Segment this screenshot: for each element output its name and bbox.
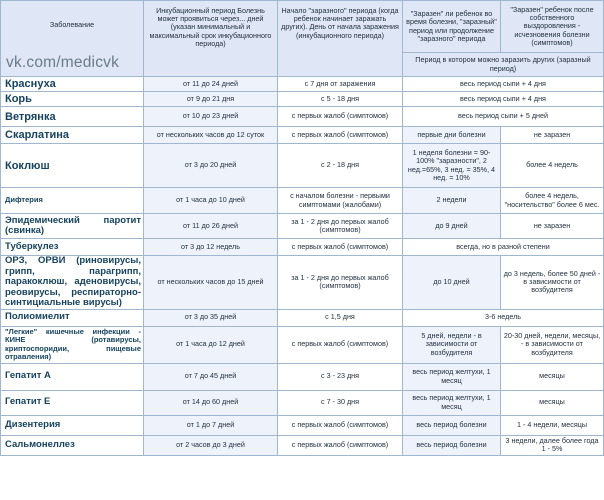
contagious-during-cell-text: до 9 дней: [435, 220, 468, 230]
contagious-span-cell: [403, 107, 604, 127]
incubation-cell-text: от нескольких часов до 15 дней: [157, 277, 264, 287]
contagious-during-cell: [403, 326, 501, 363]
disease-name: [1, 390, 144, 415]
contagious-start-cell: [278, 107, 403, 127]
contagious-after-cell: [501, 363, 604, 390]
contagious-span-cell-text: весь период сыпи + 4 дня: [460, 78, 546, 88]
incubation-cell-text: от 3 до 12 недель: [180, 241, 240, 251]
disease-name: [1, 309, 144, 326]
contagious-after-cell: [501, 188, 604, 214]
incubation-cell: [144, 214, 278, 239]
header-contagious-during-label: "Заразен" ли ребенок во время болезни, "заразный" период или продолжение "заразного" периода: [406, 9, 497, 43]
incubation-cell: [144, 239, 278, 256]
table-row: [1, 107, 604, 127]
disease-name-text: Полиомиелит: [5, 311, 70, 323]
contagious-after-cell: [501, 144, 604, 188]
contagious-during-cell: [403, 415, 501, 435]
contagious-during-cell-text: весь период желтухи, 1 месяц: [412, 367, 491, 385]
incubation-cell: [144, 92, 278, 107]
contagious-span-cell-text: весь период сыпи + 5 дней: [457, 111, 549, 121]
contagious-during-cell-text: первые дни болезни: [417, 129, 486, 139]
contagious-start-cell: [278, 435, 403, 455]
header-contagious-start-label: Начало "заразного" периода (когда ребенок начинает заражать других). День от начала заражения (инкубационного периода): [281, 6, 399, 40]
contagious-during-cell-text: весь период болезни: [416, 419, 487, 429]
disease-name-text: Дифтерия: [5, 195, 43, 205]
table-row: [1, 326, 604, 363]
table-row: [1, 214, 604, 239]
contagious-start-cell-text: с первых жалоб (симптомов): [291, 439, 389, 449]
incubation-cell: [144, 188, 278, 214]
incubation-cell-text: от 14 до 60 дней: [182, 397, 239, 407]
contagious-after-cell: [501, 390, 604, 415]
incubation-cell-text: от 9 до 21 дня: [186, 93, 235, 103]
table-row: [1, 309, 604, 326]
table-row: [1, 92, 604, 107]
contagious-during-cell: [403, 390, 501, 415]
table-row: [1, 77, 604, 92]
contagious-after-cell-text: более 4 недель, "носительство" более 6 мес.: [504, 191, 600, 209]
contagious-during-cell: [403, 188, 501, 214]
contagious-after-cell-text: 1 - 4 недели, месяцы: [516, 419, 588, 429]
table-row: [1, 363, 604, 390]
contagious-start-cell: [278, 326, 403, 363]
disease-name-text: Гепатит А: [5, 370, 51, 382]
contagious-after-cell-text: не заразен: [533, 220, 571, 230]
contagious-after-cell: [501, 127, 604, 144]
disease-name: [1, 256, 144, 310]
contagious-start-cell: [278, 309, 403, 326]
contagious-start-cell-text: с 7 дня от заражения: [304, 78, 376, 88]
disease-name: [1, 144, 144, 188]
disease-name-text: Туберкулез: [5, 240, 59, 252]
contagious-start-cell: [278, 363, 403, 390]
disease-name: [1, 214, 144, 239]
contagious-start-cell: [278, 239, 403, 256]
contagious-span-cell-text: 3-6 недель: [484, 312, 522, 322]
header-contagious-span: [403, 53, 604, 77]
contagious-after-cell-text: не заразен: [533, 129, 571, 139]
contagious-after-cell: [501, 256, 604, 310]
incubation-cell-text: от 7 до 45 дней: [184, 371, 237, 381]
incubation-cell: [144, 363, 278, 390]
header-contagious-after: [501, 1, 604, 53]
contagious-start-cell: [278, 92, 403, 107]
incubation-cell-text: от 1 часа до 12 дней: [176, 339, 245, 349]
header-incubation-label: Инкубационный период Болезнь может проявиться через... дней (указан минимальный и максимальный срок инкубационного периода): [149, 6, 272, 48]
table-row: [1, 239, 604, 256]
contagious-start-cell-text: с 1,5 дня: [325, 312, 355, 322]
contagious-start-cell-text: за 1 - 2 дня до первых жалоб (симптомов): [291, 273, 389, 291]
contagious-span-cell: [403, 309, 604, 326]
contagious-start-cell: [278, 214, 403, 239]
header-contagious-span-label: Период в котором можно заразить других (заразный период): [415, 55, 591, 73]
contagious-span-cell-text: всегда, но в разной степени: [456, 241, 550, 251]
contagious-after-cell-text: более 4 недель: [526, 160, 578, 170]
contagious-start-cell-text: с первых жалоб (симптомов): [291, 339, 389, 349]
disease-name: [1, 363, 144, 390]
contagious-start-cell-text: с первых жалоб (симптомов): [291, 129, 389, 139]
disease-name: [1, 92, 144, 107]
contagious-start-cell-text: с первых жалоб (симптомов): [291, 111, 389, 121]
contagious-after-cell-text: месяцы: [539, 371, 565, 381]
header-row: [1, 1, 604, 53]
disease-name-text: Коклюш: [5, 159, 50, 172]
header-contagious-after-label: "Заразен" ребенок после собственного выздоровления - исчезновения болезни (симптомов): [510, 4, 594, 47]
incubation-cell-text: от 1 до 7 дней: [186, 419, 235, 429]
contagious-start-cell-text: с 5 - 18 дня: [320, 93, 360, 103]
incubation-cell-text: от 11 до 26 дней: [183, 220, 238, 230]
disease-name-text: Сальмонеллез: [5, 438, 75, 450]
contagious-start-cell-text: с первых жалоб (симптомов): [291, 241, 389, 251]
incubation-cell: [144, 390, 278, 415]
disease-name: [1, 107, 144, 127]
incubation-cell-text: от 11 до 24 дней: [183, 78, 238, 88]
contagious-during-cell-text: 1 неделя болезни = 90-100% "заразности", 2 нед.=65%, 3 нед. = 35%, 4 нед. = 10%: [407, 148, 496, 182]
contagious-start-cell-text: с 7 - 30 дня: [320, 397, 360, 407]
header-contagious-start: [278, 1, 403, 77]
contagious-start-cell-text: с началом болезни - первыми симптомами (жалобами): [290, 191, 390, 209]
header-disease-label: Заболевание: [49, 20, 95, 29]
incubation-cell: [144, 309, 278, 326]
disease-name-text: Эпидемический паротит (свинка): [5, 214, 141, 236]
contagious-span-cell: [403, 239, 604, 256]
contagious-during-cell: [403, 214, 501, 239]
table-row: [1, 415, 604, 435]
contagious-during-cell: [403, 256, 501, 310]
incubation-cell: [144, 144, 278, 188]
contagious-start-cell-text: с 2 - 18 дня: [320, 160, 360, 170]
contagious-start-cell-text: за 1 - 2 дня до первых жалоб (симптомов): [291, 216, 389, 234]
contagious-start-cell: [278, 415, 403, 435]
incubation-cell-text: от 1 часа до 10 дней: [176, 195, 245, 205]
contagious-during-cell-text: весь период желтухи, 1 месяц: [412, 393, 491, 411]
header-incubation: [144, 1, 278, 77]
disease-name: [1, 435, 144, 455]
contagious-start-cell: [278, 256, 403, 310]
incubation-cell-text: от 2 часов до 3 дней: [176, 439, 245, 449]
disease-name-text: Корь: [5, 93, 32, 105]
disease-name: [1, 326, 144, 363]
disease-name-text: Гепатит Е: [5, 396, 51, 408]
contagious-after-cell: [501, 435, 604, 455]
disease-name: [1, 415, 144, 435]
incubation-cell: [144, 435, 278, 455]
contagious-during-cell-text: 2 недели: [436, 195, 467, 205]
disease-name: [1, 127, 144, 144]
table-row: [1, 127, 604, 144]
incubation-cell: [144, 127, 278, 144]
contagious-during-cell-text: до 10 дней: [433, 277, 470, 287]
contagious-start-cell-text: с 3 - 23 дня: [320, 371, 360, 381]
contagious-during-cell: [403, 435, 501, 455]
contagious-start-cell: [278, 390, 403, 415]
incubation-cell-text: от нескольких часов до 12 суток: [156, 129, 265, 139]
contagious-start-cell: [278, 144, 403, 188]
contagious-span-cell: [403, 92, 604, 107]
incubation-cell: [144, 415, 278, 435]
incubation-cell: [144, 77, 278, 92]
contagious-after-cell-text: 20-30 дней, недели, месяцы, - в зависимости от возбудителя: [503, 331, 601, 357]
disease-name: [1, 188, 144, 214]
table-row: [1, 256, 604, 310]
disease-name-text: Ветрянка: [5, 110, 56, 123]
header-contagious-during: [403, 1, 501, 53]
contagious-during-cell: [403, 144, 501, 188]
disease-name: [1, 239, 144, 256]
incubation-cell-text: от 3 до 35 дней: [184, 312, 237, 322]
watermark-text: vk.com/medicvk: [6, 54, 120, 71]
disease-name-text: Скарлатина: [5, 129, 70, 141]
contagious-during-cell: [403, 363, 501, 390]
contagious-span-cell: [403, 77, 604, 92]
contagious-span-cell-text: весь период сыпи + 4 дня: [460, 93, 546, 103]
contagious-after-cell: [501, 415, 604, 435]
table-row: [1, 188, 604, 214]
disease-name-text: "Легкие" кишечные инфекции - КИНЕ (ротавирусы, криптоспоридии, пищевые отравления): [5, 327, 141, 361]
contagious-after-cell-text: 3 недели, далее более года 1 - 5%: [505, 435, 599, 453]
incubation-cell: [144, 107, 278, 127]
contagious-after-cell: [501, 326, 604, 363]
table-row: [1, 144, 604, 188]
contagious-start-cell: [278, 188, 403, 214]
contagious-during-cell: [403, 127, 501, 144]
contagious-during-cell-text: 5 дней, недели - в зависимости от возбудителя: [421, 331, 482, 357]
incubation-cell-text: от 3 до 20 дней: [184, 160, 237, 170]
contagious-during-cell-text: весь период болезни: [416, 439, 487, 449]
disease-name: [1, 77, 144, 92]
contagious-start-cell-text: с первых жалоб (симптомов): [291, 419, 389, 429]
contagious-start-cell: [278, 77, 403, 92]
disease-name-text: Дизентерия: [5, 418, 61, 430]
table-row: [1, 435, 604, 455]
disease-name-text: ОРЗ, ОРВИ (риновирусы, грипп, парагрипп, паракоклюш, аденовирусы, реовирусы, респираторно-синтициальные вирусы): [5, 255, 141, 308]
incubation-cell: [144, 326, 278, 363]
incubation-cell: [144, 256, 278, 310]
contagious-after-cell-text: месяцы: [539, 397, 565, 407]
incubation-cell-text: от 10 до 23 дней: [182, 111, 239, 121]
contagious-after-cell-text: до 3 недель, более 50 дней - в зависимости от возбудителя: [503, 268, 601, 295]
contagious-after-cell: [501, 214, 604, 239]
contagious-start-cell: [278, 127, 403, 144]
table-row: [1, 390, 604, 415]
disease-name-text: Краснуха: [5, 78, 56, 90]
